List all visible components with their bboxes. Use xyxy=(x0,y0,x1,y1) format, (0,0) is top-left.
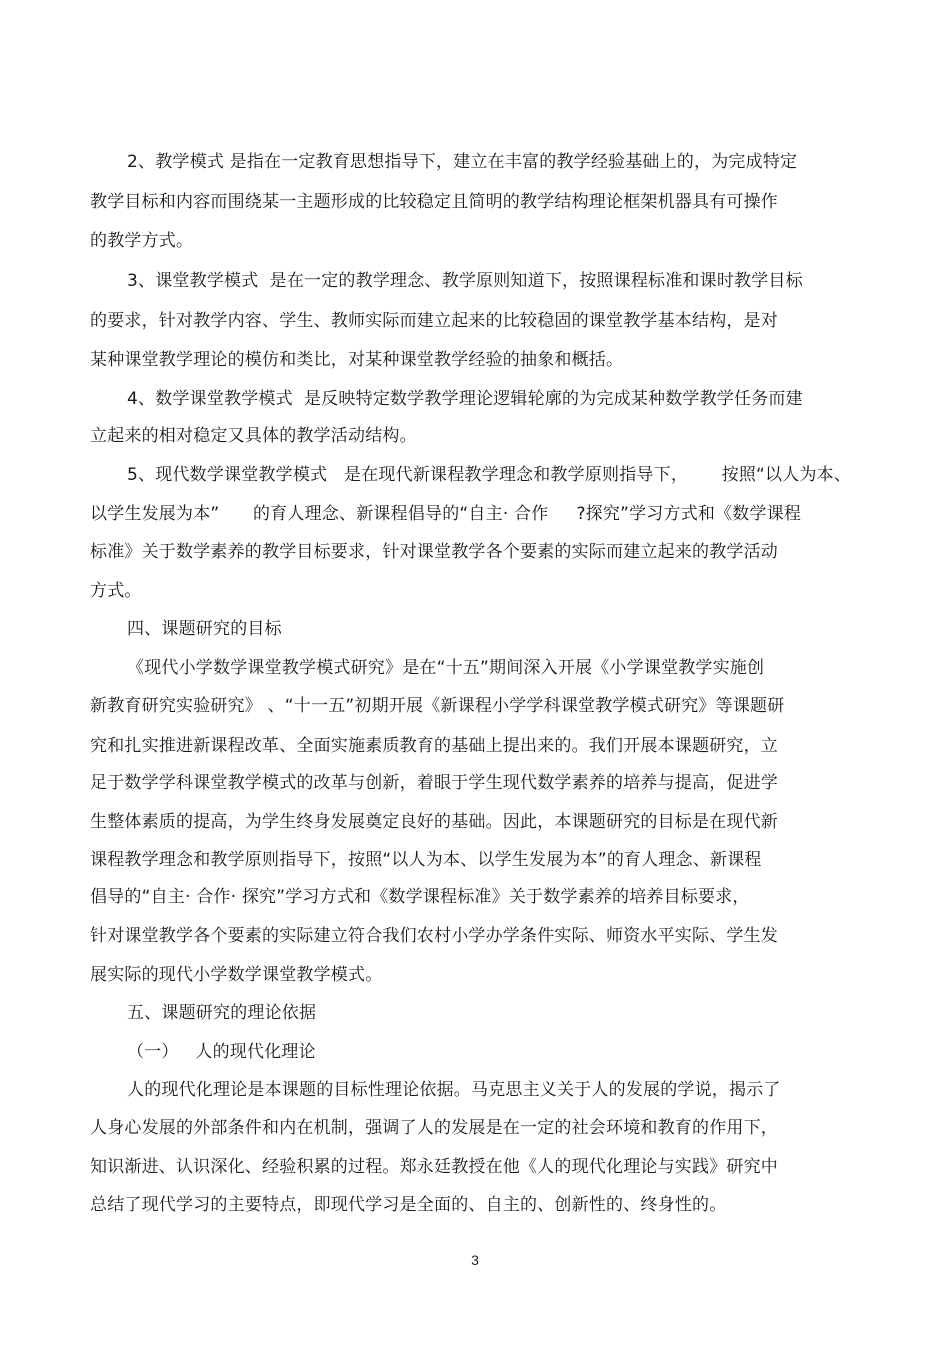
text-line: 立起来的相对稳定又具体的教学活动结构。 xyxy=(90,426,417,446)
text-line: 人的现代化理论是本课题的目标性理论依据。马克思主义关于人的发展的学说，揭示了 xyxy=(127,1080,781,1100)
text-line: 的要求，针对教学内容、学生、教师实际而建立起来的比较稳固的课堂教学基本结构，是对 xyxy=(90,311,778,331)
text-line: 展实际的现代小学数学课堂教学模式。 xyxy=(90,965,383,985)
text-line: 究和扎实推进新课程改革、全面实施素质教育的基础上提出来的。我们开展本课题研究，立 xyxy=(90,736,778,756)
subsection-heading: （一） 人的现代化理论 xyxy=(127,1042,316,1062)
text-line: 的教学方式。 xyxy=(90,231,194,251)
text-line: 生整体素质的提高，为学生终身发展奠定良好的基础。因此，本课题研究的目标是在现代新 xyxy=(90,812,778,832)
text-line: 以学生发展为本” 的育人理念、新课程倡导的“自主· 合作 ?探究”学习方式和《数学课程 xyxy=(90,504,802,524)
text-line: 知识渐进、认识深化、经验积累的过程。郑永廷教授在他《人的现代化理论与实践》研究中 xyxy=(90,1157,778,1177)
text-line: 5、现代数学课堂教学模式 是在现代新课程教学理念和教学原则指导下， 按照“以人为本、 xyxy=(127,465,852,485)
text-line: 针对课堂教学各个要素的实际建立符合我们农村小学办学条件实际、师资水平实际、学生发 xyxy=(90,926,778,946)
section-heading: 四、课题研究的目标 xyxy=(127,619,282,639)
text-line: 3、课堂教学模式 是在一定的教学理念、教学原则知道下，按照课程标准和课时教学目标 xyxy=(127,271,803,291)
text-line: 标准》关于数学素养的教学目标要求，针对课堂教学各个要素的实际而建立起来的教学活动 xyxy=(90,542,778,562)
text-line: 人身心发展的外部条件和内在机制，强调了人的发展是在一定的社会环境和教育的作用下， xyxy=(90,1118,778,1138)
text-line: 倡导的“自主· 合作· 探究”学习方式和《数学课程标准》关于数学素养的培养目标要求， xyxy=(90,887,750,907)
text-line: 总结了现代学习的主要特点，即现代学习是全面的、自主的、创新性的、终身性的。 xyxy=(90,1195,727,1215)
text-line: 《现代小学数学课堂教学模式研究》是在“十五”期间深入开展《小学课堂教学实施创 xyxy=(127,658,765,678)
text-line: 4、数学课堂教学模式 是反映特定数学教学理论逻辑轮廓的为完成某种数学教学任务而建 xyxy=(127,389,803,409)
text-line: 课程教学理念和教学原则指导下，按照“以人为本、以学生发展为本”的育人理念、新课程 xyxy=(90,850,762,870)
text-line: 某种课堂教学理论的模仿和类比，对某种课堂教学经验的抽象和概括。 xyxy=(90,350,624,370)
text-line: 2、教学模式 是指在一定教育思想指导下，建立在丰富的教学经验基础上的，为完成特定 xyxy=(127,152,798,172)
text-line: 足于数学学科课堂教学模式的改革与创新，着眼于学生现代数学素养的培养与提高，促进学 xyxy=(90,773,778,793)
page-number: 3 xyxy=(471,1252,479,1268)
text-line: 教学目标和内容而围绕某一主题形成的比较稳定且简明的教学结构理论框架机器具有可操作 xyxy=(90,192,778,212)
text-line: 方式。 xyxy=(90,581,142,601)
text-line: 新教育研究实验研究》 、“十一五”初期开展《新课程小学学科课堂教学模式研究》等课题研 xyxy=(90,696,785,716)
section-heading: 五、课题研究的理论依据 xyxy=(127,1003,317,1023)
